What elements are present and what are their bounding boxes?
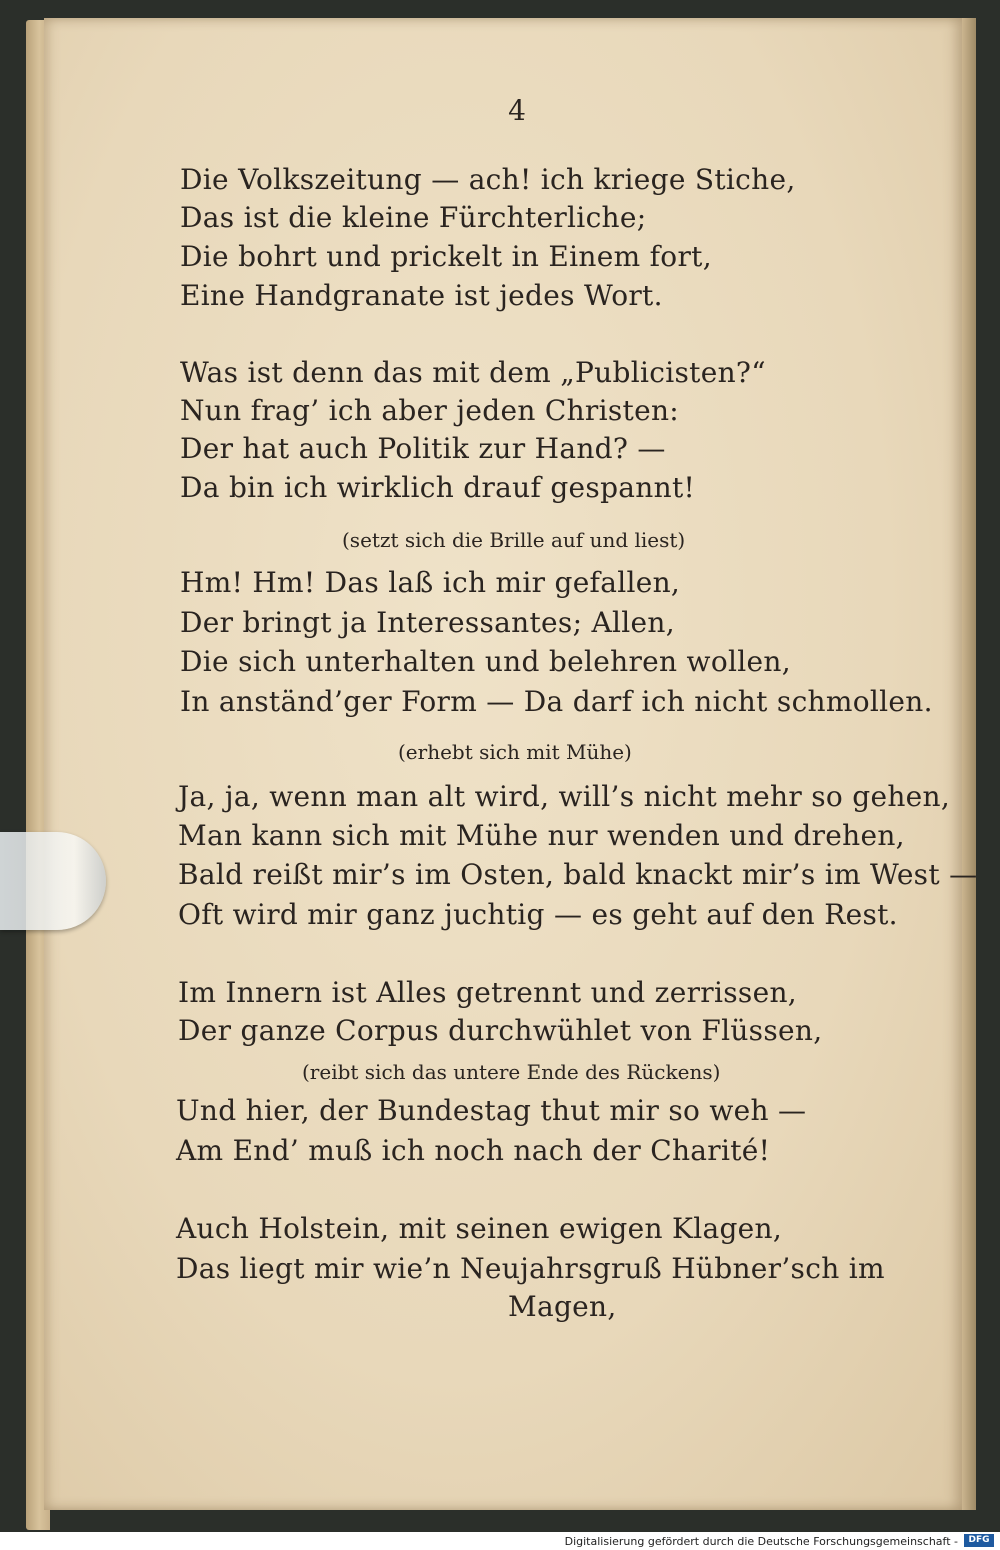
verse-line: In anständ’ger Form — Da darf ich nicht schmollen.: [180, 685, 933, 718]
page-gutter: [962, 18, 976, 1510]
verse-line: Auch Holstein, mit seinen ewigen Klagen,: [176, 1212, 783, 1245]
verse-line: Die Volkszeitung — ach! ich kriege Stiche,: [180, 163, 796, 196]
verse-line: Im Innern ist Alles getrennt und zerrissen,: [178, 976, 797, 1009]
page-clip: [0, 832, 106, 930]
page-number: 4: [508, 94, 526, 127]
verse-line: Man kann sich mit Mühe nur wenden und drehen,: [178, 819, 905, 852]
verse-line: Das liegt mir wie’n Neujahrsgruß Hübner’sch im: [176, 1252, 885, 1285]
verse-line: Ja, ja, wenn man alt wird, will’s nicht mehr so gehen,: [178, 780, 951, 813]
verse-line: Der bringt ja Interessantes; Allen,: [180, 606, 675, 639]
verse-line: Hm! Hm! Das laß ich mir gefallen,: [180, 566, 681, 599]
verse-line: Nun frag’ ich aber jeden Christen:: [180, 394, 680, 427]
verse-line: Die sich unterhalten und belehren wollen,: [180, 645, 791, 678]
verse-line: Oft wird mir ganz juchtig — es geht auf den Rest.: [178, 898, 898, 931]
verse-line: Bald reißt mir’s im Osten, bald knackt mir’s im West —: [178, 858, 978, 891]
stage-direction: (setzt sich die Brille auf und liest): [342, 528, 686, 552]
verse-line: Da bin ich wirklich drauf gespannt!: [180, 471, 696, 504]
verse-line: Am End’ muß ich noch nach der Charité!: [176, 1134, 771, 1167]
verse-line: Was ist denn das mit dem „Publicisten?“: [180, 356, 766, 389]
verse-line-continuation: Magen,: [508, 1290, 617, 1323]
verse-line: Der hat auch Politik zur Hand? —: [180, 432, 666, 465]
verse-line: Der ganze Corpus durchwühlet von Flüssen,: [178, 1014, 823, 1047]
stage-direction: (erhebt sich mit Mühe): [398, 740, 632, 764]
dfg-logo: DFG: [964, 1534, 994, 1547]
stage-direction: (reibt sich das untere Ende des Rückens): [302, 1060, 721, 1084]
verse-line: Das ist die kleine Fürchterliche;: [180, 201, 647, 234]
verse-line: Und hier, der Bundestag thut mir so weh —: [176, 1094, 807, 1127]
footer-credit: Digitalisierung gefördert durch die Deutsche Forschungsgemeinschaft -: [564, 1535, 958, 1548]
verse-line: Eine Handgranate ist jedes Wort.: [180, 279, 663, 312]
verse-line: Die bohrt und prickelt in Einem fort,: [180, 240, 712, 273]
